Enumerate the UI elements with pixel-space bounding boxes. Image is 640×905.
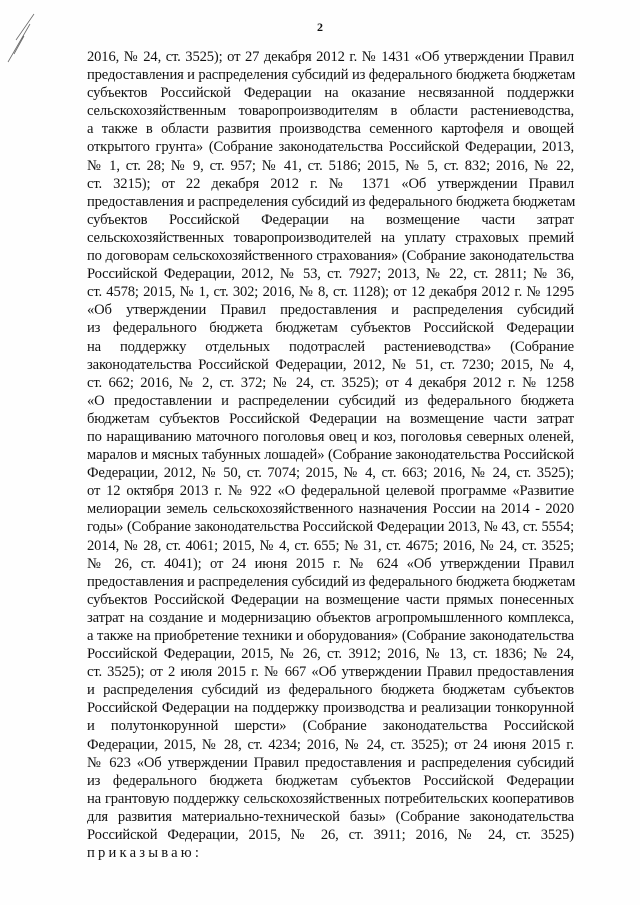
text-line: из федерального бюджета бюджетам субъектов Российской Федерации (87, 772, 574, 789)
text-line: № 26, ст. 4041); от 24 июня 2015 г. № 624 «Об утверждении Правил (87, 555, 574, 572)
text-line: предоставления и распределения субсидий из федерального бюджета бюджетам (87, 67, 576, 84)
text-line: ст. 662; 2016, № 2, ст. 372; № 24, ст. 3525); от 4 декабря 2012 г. № 1258 (87, 374, 574, 391)
text-line: 2014, № 28, ст. 4061; 2015, № 4, ст. 655; № 31, ст. 4675; 2016, № 24, ст. 3525; (87, 537, 574, 554)
text-line: затрат на создание и модернизацию объектов агропромышленного комплекса, (87, 609, 574, 626)
text-line: из федерального бюджета бюджетам субъектов Российской Федерации (87, 320, 574, 337)
text-line: 2016, № 24, ст. 3525); от 27 декабря 2012 г. № 1431 «Об утверждении Правил (87, 49, 574, 65)
text-line: на грантовую поддержку сельскохозяйственных потребительских кооперативов (87, 790, 574, 807)
text-line: ст. 4578; 2015, № 1, ст. 302; 2016, № 8, ст. 1128); от 12 декабря 2012 г. № 1295 (87, 284, 574, 301)
text-line: субъектов Российской Федерации на возмещение части прямых понесенных (87, 591, 574, 608)
text-line: бюджетам субъектов Российской Федерации на возмещение части затрат (87, 410, 574, 427)
text-line: маралов и мясных табунных лошадей» (Собрание законодательства Российской (87, 447, 574, 464)
text-line: Федерации, 2012, № 50, ст. 7074; 2015, № 4, ст. 663; 2016, № 24, ст. 3525); (87, 465, 574, 482)
text-line: № 623 «Об утверждении Правил предоставления и распределения субсидий (87, 754, 574, 771)
text-line: и полутонкорунной шерсти» (Собрание законодательства Российской (87, 718, 574, 735)
text-line: сельскохозяйственных товаропроизводителей на уплату страховых премий (87, 229, 574, 246)
text-line: на поддержку отдельных подотраслей растениеводства» (Собрание (87, 338, 574, 355)
text-line: Российской Федерации, 2012, № 53, ст. 7927; 2013, № 22, ст. 2811; № 36, (87, 266, 574, 283)
text-line: субъектов Российской Федерации на оказание несвязанной поддержки (87, 85, 574, 102)
text-line: предоставления и распределения субсидий из федерального бюджета бюджетам (87, 573, 576, 590)
text-line: а также в области развития производства семенного картофеля и овощей (87, 121, 574, 138)
text-line: субъектов Российской Федерации на возмещение части затрат (87, 211, 574, 228)
text-line: сельскохозяйственным товаропроизводителям в области растениеводства, (87, 103, 574, 120)
text-line: ст. 3215); от 22 декабря 2012 г. № 1371 «Об утверждении Правил (87, 175, 574, 192)
text-line: мелиорации земель сельскохозяйственного назначения России на 2014 - 2020 (87, 501, 574, 518)
text-line: № 1, ст. 28; № 9, ст. 957; № 41, ст. 5186; 2015, № 5, ст. 832; 2016, № 22, (87, 157, 574, 174)
page-number: 2 (317, 20, 323, 34)
text-line: «Об утверждении Правил предоставления и распределения субсидий (87, 302, 574, 319)
text-line: по наращиванию маточного поголовья овец и коз, поголовья северных оленей, (87, 428, 574, 445)
text-line: законодательства Российской Федерации, 2012, № 51, ст. 7230; 2015, № 4, (87, 356, 574, 373)
text-line: по договорам сельскохозяйственного страхования» (Собрание законодательства (87, 248, 574, 265)
text-line: Федерации, 2015, № 28, ст. 4234; 2016, № 24, ст. 3525); от 24 июня 2015 г. (87, 736, 574, 753)
text-line: от 12 октября 2013 г. № 922 «О федеральной целевой программе «Развитие (87, 483, 574, 500)
body-text (87, 48, 574, 862)
text-line: ст. 3525); от 2 июля 2015 г. № 667 «Об утверждении Правил предоставления (87, 664, 574, 681)
closing-word: приказываю: (87, 845, 203, 862)
text-line: годы» (Собрание законодательства Российской Федерации 2013, № 43, ст. 5554; (87, 519, 574, 536)
text-line: и распределения субсидий из федерального бюджета бюджетам субъектов (87, 682, 574, 699)
text-line: Российской Федерации, 2015, № 26, ст. 3911; 2016, № 24, ст. 3525) (87, 827, 574, 844)
text-line: Российской Федерации на поддержку производства и реализации тонкорунной (87, 700, 574, 717)
margin-pencil-mark (4, 10, 38, 70)
text-line: Российской Федерации, 2015, № 26, ст. 3912; 2016, № 13, ст. 1836; № 24, (87, 646, 574, 663)
text-line: для развития материально-технической базы» (Собрание законодательства (87, 808, 574, 825)
text-line: открытого грунта» (Собрание законодательства Российской Федерации, 2013, (87, 139, 574, 156)
text-line: «О предоставлении и распределении субсидий из федерального бюджета (87, 392, 574, 409)
text-line: а также на приобретение техники и оборудования» (Собрание законодательства (87, 628, 574, 644)
body-lines (87, 48, 574, 844)
text-line: предоставления и распределения субсидий из федерального бюджета бюджетам (87, 193, 576, 210)
